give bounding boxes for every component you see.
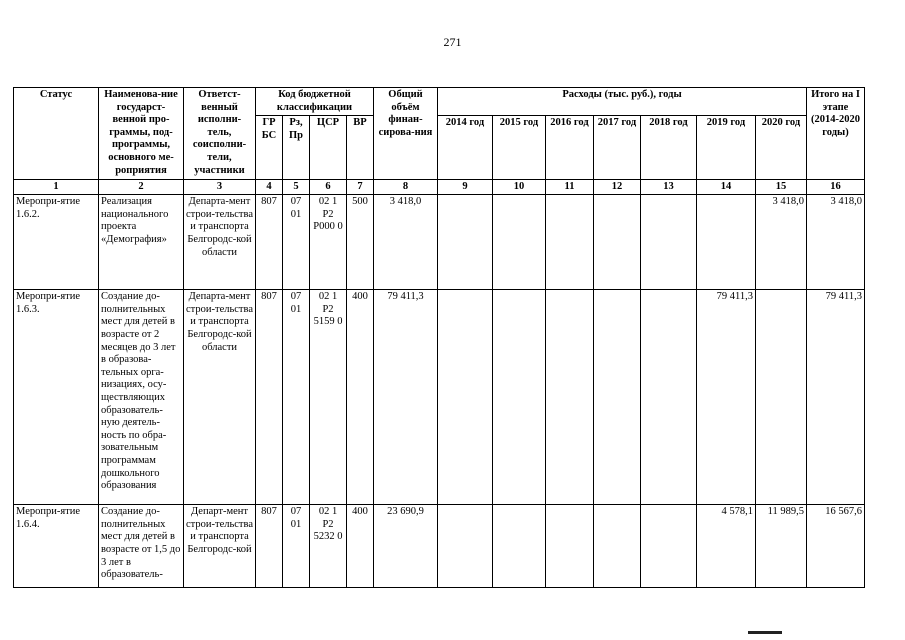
page-bottom-margin [0, 603, 905, 640]
cell-csr: 02 1 P2 5159 0 [310, 290, 347, 505]
cell-2017 [594, 195, 641, 290]
cell-rzpr: 07 01 [283, 290, 310, 505]
cell-name: Реализация национального проекта «Демография» [99, 195, 184, 290]
header-responsible: Ответст-венный исполни-тель, соисполни-тели, участники [184, 88, 256, 180]
cell-2016 [546, 505, 594, 588]
cell-2018 [641, 290, 697, 505]
cell-status: Меропри-ятие 1.6.2. [14, 195, 99, 290]
cell-vr: 400 [347, 290, 374, 505]
column-number: 3 [184, 180, 256, 195]
header-year-2018: 2018 год [641, 116, 697, 180]
page-number: 271 [443, 35, 462, 49]
cell-2018 [641, 195, 697, 290]
cell-2019: 4 578,1 [697, 505, 756, 588]
column-number: 8 [374, 180, 438, 195]
cell-2016 [546, 290, 594, 505]
cell-2014 [438, 505, 493, 588]
cell-responsible: Департа-мент строи-тельства и транспорта Белгородс-кой области [184, 195, 256, 290]
cell-2019: 79 411,3 [697, 290, 756, 505]
column-number: 2 [99, 180, 184, 195]
cell-2019 [697, 195, 756, 290]
cell-status: Меропри-ятие 1.6.4. [14, 505, 99, 588]
cell-name: Создание до-полнительных мест для детей в возрасте от 2 месяцев до 3 лет в образова-тельных орга-низациях, осу-ществляющих образователь-ную деятель-ность по обра-зовательным программам дошкольного образования [99, 290, 184, 505]
budget-table [13, 87, 865, 588]
cell-2017 [594, 505, 641, 588]
cell-csr: 02 1 P2 5232 0 [310, 505, 347, 588]
table-row [14, 505, 865, 588]
header-rzpr: Рз, Пр [283, 116, 310, 180]
column-number: 7 [347, 180, 374, 195]
cell-2018 [641, 505, 697, 588]
cell-vr: 500 [347, 195, 374, 290]
header-status: Статус [14, 88, 99, 180]
cell-2015 [493, 505, 546, 588]
column-number: 10 [493, 180, 546, 195]
header-budget-code: Код бюджетной классификации [256, 88, 374, 116]
cell-rzpr: 07 01 [283, 195, 310, 290]
header-year-2015: 2015 год [493, 116, 546, 180]
cell-responsible: Департа-мент строи-тельства и транспорта Белгородс-кой области [184, 290, 256, 505]
header-vr: ВР [347, 116, 374, 180]
table-row [14, 195, 865, 290]
header-csr: ЦСР [310, 116, 347, 180]
header-name: Наименова-ние государст-венной про-граммы, под-программы, основного ме-роприятия [99, 88, 184, 180]
cell-2015 [493, 195, 546, 290]
column-number: 14 [697, 180, 756, 195]
cell-grbs: 807 [256, 195, 283, 290]
column-number: 5 [283, 180, 310, 195]
header-expenses: Расходы (тыс. руб.), годы [438, 88, 807, 116]
column-number: 12 [594, 180, 641, 195]
cell-status: Меропри-ятие 1.6.3. [14, 290, 99, 505]
column-number: 9 [438, 180, 493, 195]
header-year-2019: 2019 год [697, 116, 756, 180]
cell-2020 [756, 290, 807, 505]
header-year-2014: 2014 год [438, 116, 493, 180]
cell-vr: 400 [347, 505, 374, 588]
cell-2014 [438, 290, 493, 505]
cell-stage-total: 3 418,0 [807, 195, 865, 290]
column-number: 13 [641, 180, 697, 195]
cell-total: 79 411,3 [374, 290, 438, 505]
cell-grbs: 807 [256, 290, 283, 505]
cell-stage-total: 79 411,3 [807, 290, 865, 505]
header-stage-total: Итого на I этапе (2014-2020 годы) [807, 88, 865, 180]
cell-stage-total: 16 567,6 [807, 505, 865, 588]
cell-total: 3 418,0 [374, 195, 438, 290]
cell-grbs: 807 [256, 505, 283, 588]
column-number: 6 [310, 180, 347, 195]
column-number: 11 [546, 180, 594, 195]
cell-responsible: Департ-мент строи-тельства и транспорта Белгородс-кой [184, 505, 256, 588]
header-year-2020: 2020 год [756, 116, 807, 180]
cell-total: 23 690,9 [374, 505, 438, 588]
cell-2014 [438, 195, 493, 290]
cell-2017 [594, 290, 641, 505]
header-year-2016: 2016 год [546, 116, 594, 180]
cell-2016 [546, 195, 594, 290]
column-number: 4 [256, 180, 283, 195]
scan-mark [748, 631, 782, 634]
table-row [14, 290, 865, 505]
cell-csr: 02 1 P2 P000 0 [310, 195, 347, 290]
cell-2015 [493, 290, 546, 505]
cell-rzpr: 07 01 [283, 505, 310, 588]
column-number: 15 [756, 180, 807, 195]
header-grbs: ГР БС [256, 116, 283, 180]
cell-2020: 11 989,5 [756, 505, 807, 588]
cell-name: Создание до-полнительных мест для детей в возрасте от 1,5 до 3 лет в образователь- [99, 505, 184, 588]
column-number: 1 [14, 180, 99, 195]
cell-2020: 3 418,0 [756, 195, 807, 290]
header-total: Общий объём финан-сирова-ния [374, 88, 438, 180]
column-number: 16 [807, 180, 865, 195]
header-year-2017: 2017 год [594, 116, 641, 180]
